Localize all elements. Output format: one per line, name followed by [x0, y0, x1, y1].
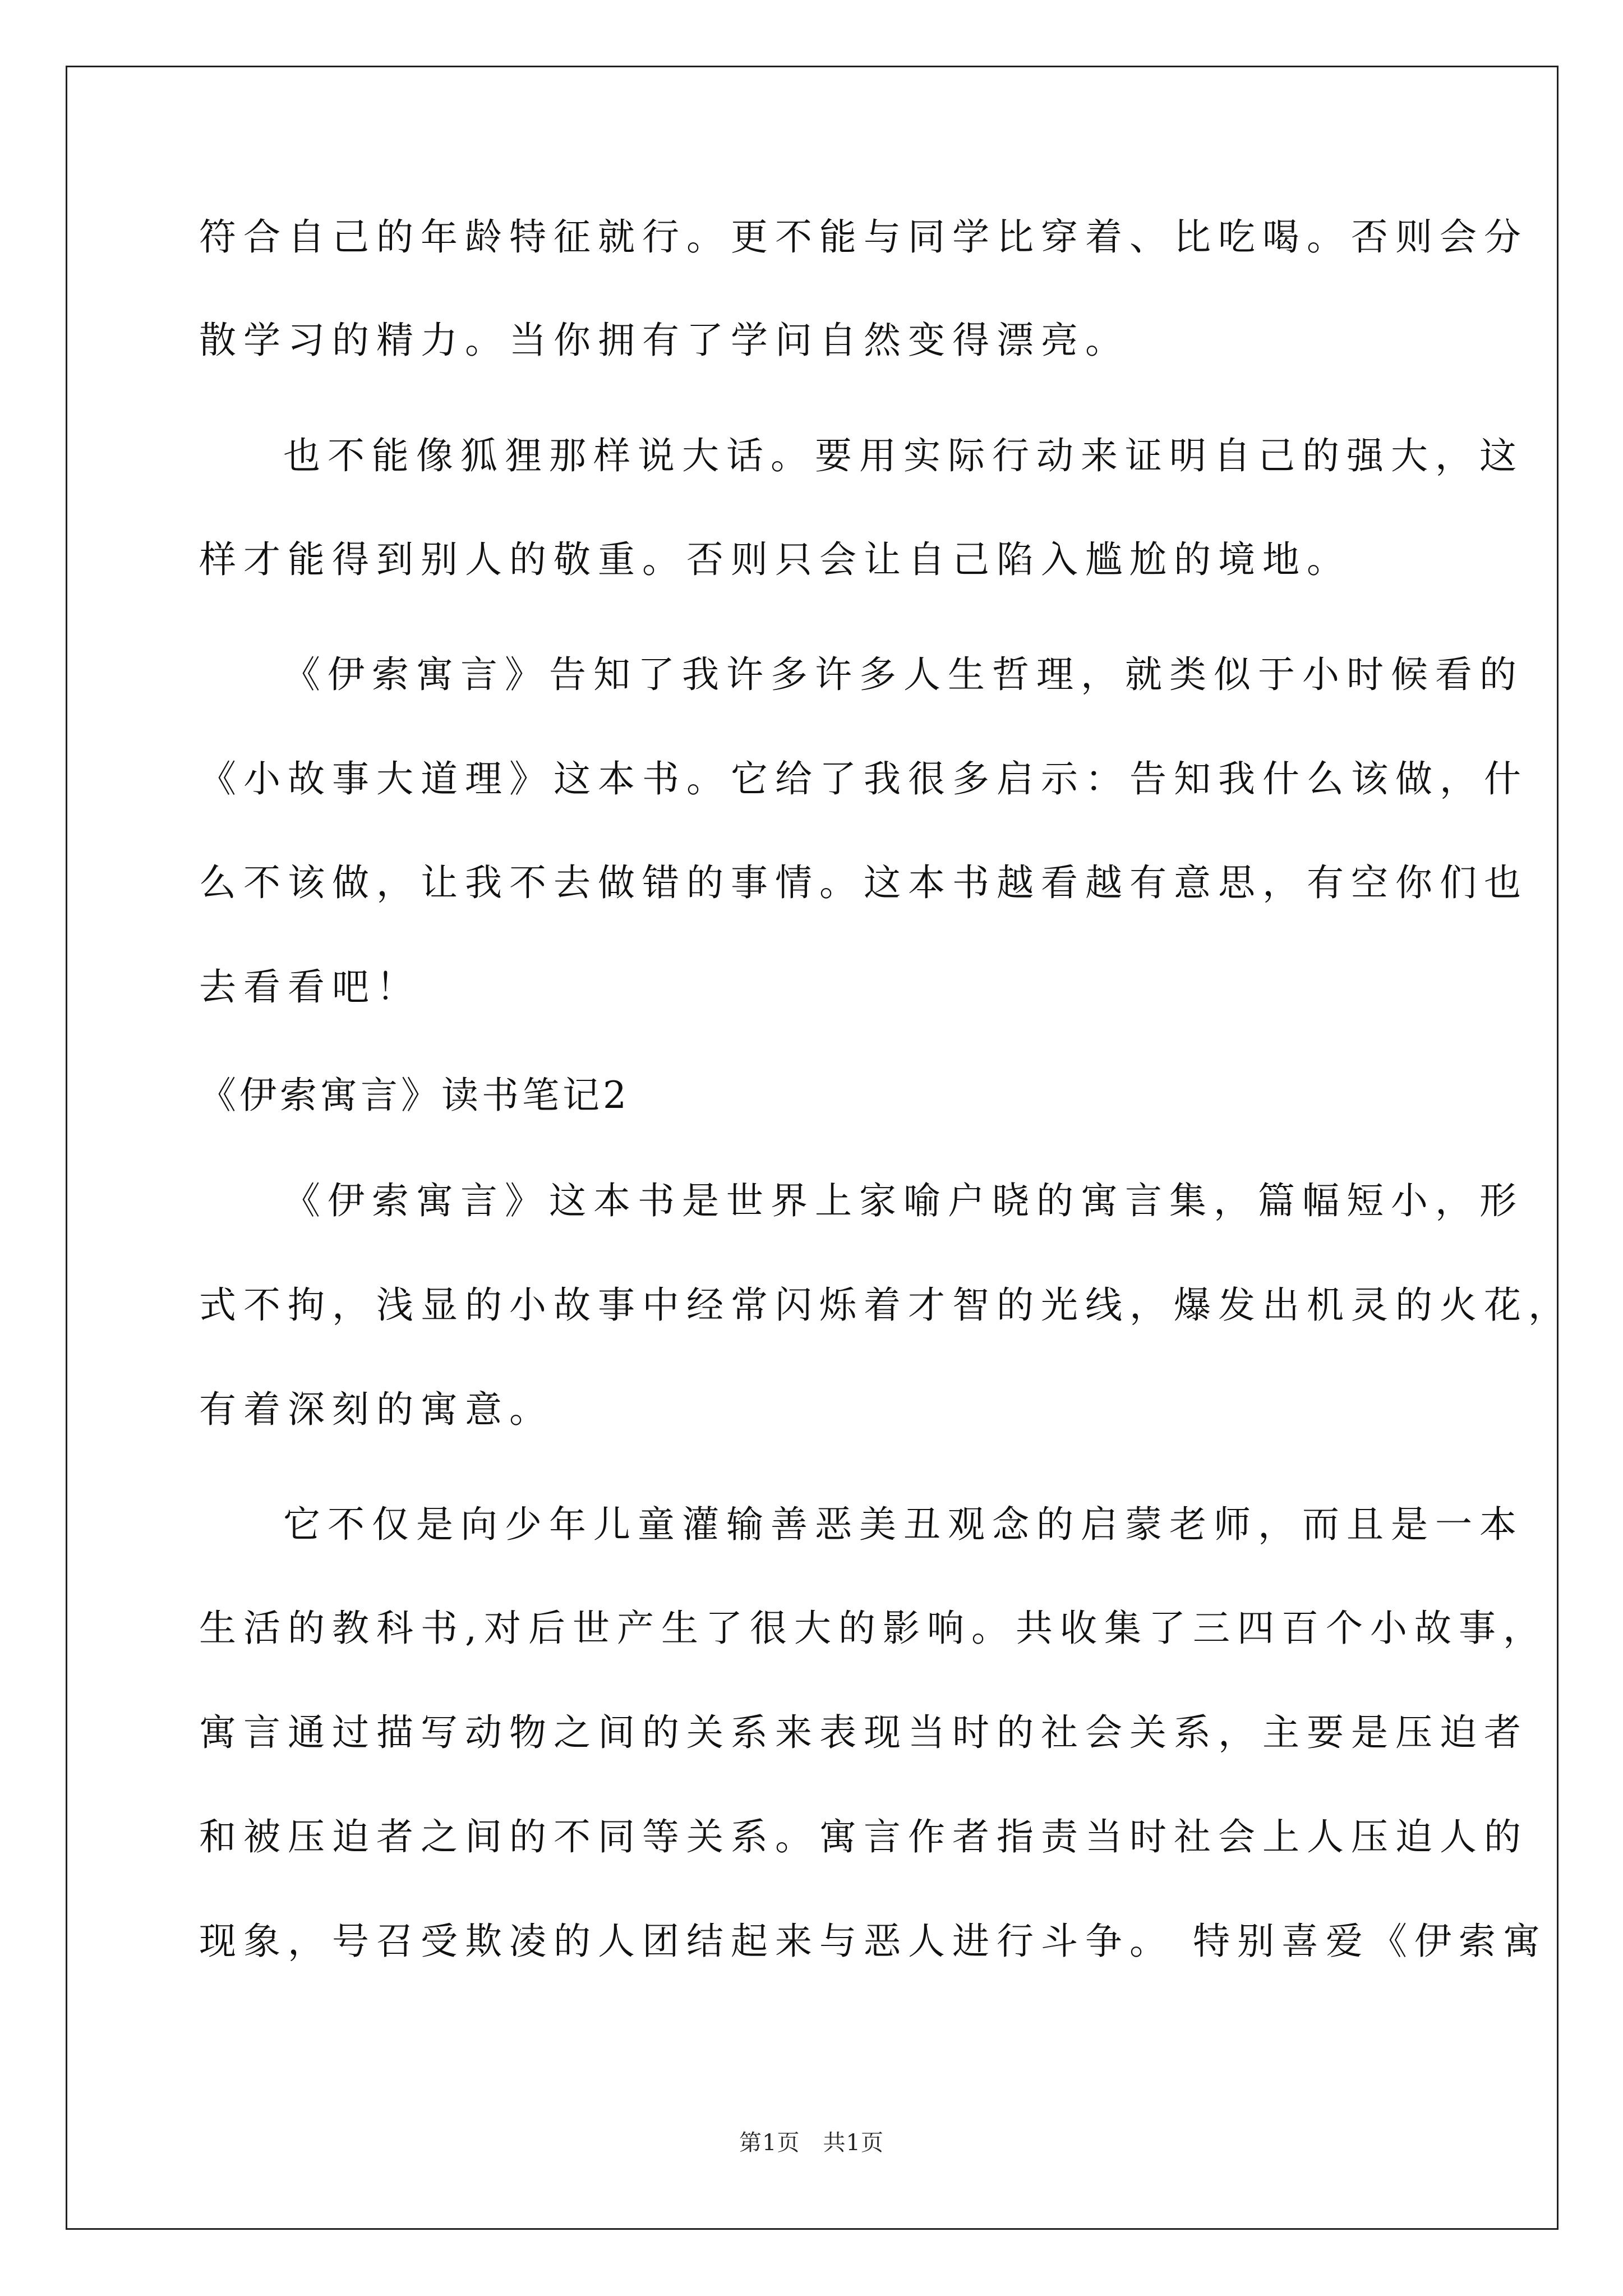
- paragraph-line: 生活的教科书,对后世产生了很大的影响。共收集了三四百个小故事，: [199, 1607, 1547, 1650]
- page-border: [66, 66, 1559, 2230]
- section-heading: 《伊索寓言》读书笔记2: [199, 1074, 630, 1117]
- page-footer: 第1页 共1页: [739, 2130, 884, 2156]
- paragraph-line: 去看看吧！: [199, 965, 421, 1009]
- paragraph-line: 样才能得到别人的敬重。否则只会让自己陷入尴尬的境地。: [199, 538, 1351, 581]
- paragraph-line: 有着深刻的寓意。: [199, 1388, 554, 1431]
- paragraph-line: 《伊索寓言》告知了我许多许多人生哲理，就类似于小时候看的: [283, 653, 1524, 696]
- paragraph-line: 散学习的精力。当你拥有了学问自然变得漂亮。: [199, 319, 1129, 362]
- paragraph-line: 《伊索寓言》这本书是世界上家喻户晓的寓言集，篇幅短小，形: [283, 1179, 1524, 1222]
- paragraph-line: 《小故事大道理》这本书。它给了我很多启示：告知我什么该做，什: [199, 757, 1528, 800]
- paragraph-line: 寓言通过描写动物之间的关系来表现当时的社会关系，主要是压迫者: [199, 1711, 1528, 1754]
- paragraph-line: 它不仅是向少年儿童灌输善恶美丑观念的启蒙老师，而且是一本: [283, 1503, 1524, 1546]
- paragraph-line: 也不能像狐狸那样说大话。要用实际行动来证明自己的强大，这: [283, 434, 1524, 477]
- paragraph-line: 式不拘，浅显的小故事中经常闪烁着才智的光线，爆发出机灵的火花，: [199, 1283, 1573, 1327]
- paragraph-line: 和被压迫者之间的不同等关系。寓言作者指责当时社会上人压迫人的: [199, 1815, 1528, 1858]
- paragraph-line: 符合自己的年龄特征就行。更不能与同学比穿着、比吃喝。否则会分: [199, 215, 1528, 259]
- paragraph-line: 么不该做，让我不去做错的事情。这本书越看越有意思，有空你们也: [199, 861, 1528, 904]
- paragraph-line: 现象，号召受欺凌的人团结起来与恶人进行斗争。 特别喜爱《伊索寓: [199, 1920, 1547, 1963]
